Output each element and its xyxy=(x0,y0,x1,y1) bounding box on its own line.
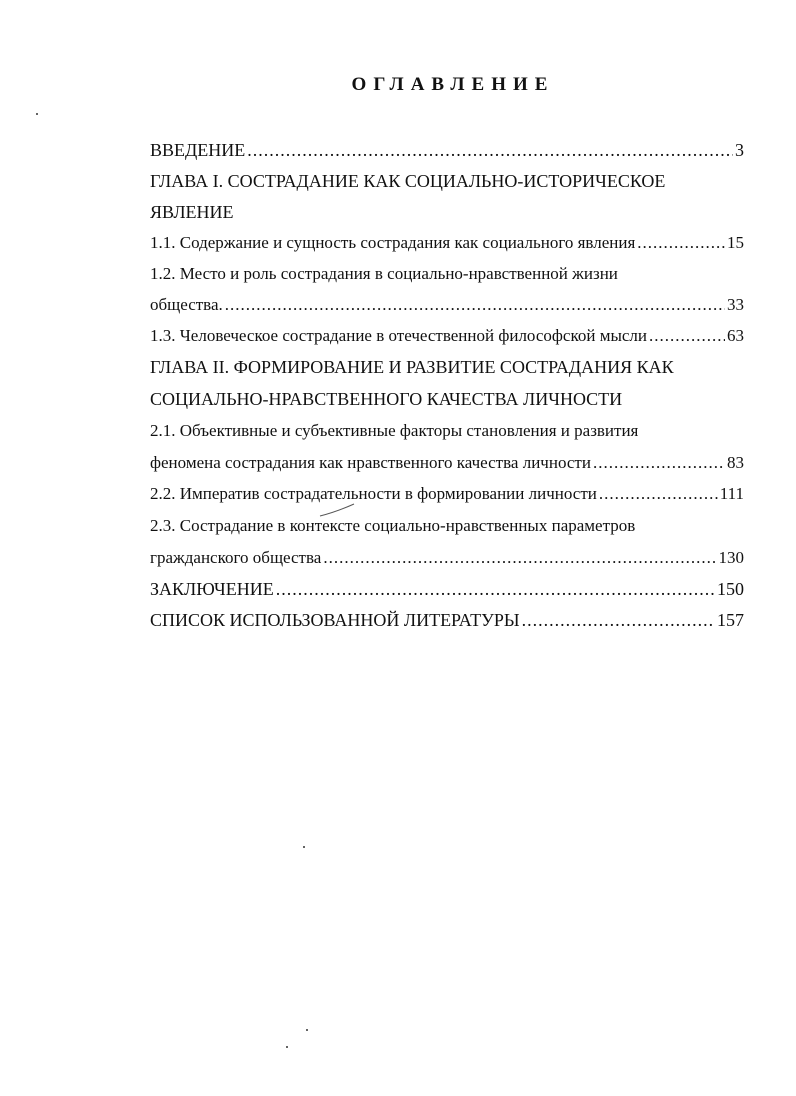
toc-page-number: 15 xyxy=(727,233,744,252)
toc-entry-label: 2.2. Императив сострадательности в формировании личности xyxy=(150,484,597,503)
scan-speck xyxy=(306,1029,308,1031)
dot-leader xyxy=(247,140,733,161)
scan-speck xyxy=(303,846,305,848)
toc-entry-label: 1.3. Человеческое сострадание в отечественной философской мысли xyxy=(150,326,648,345)
toc-entry-label: ЗАКЛЮЧЕНИЕ xyxy=(150,579,274,599)
dot-leader xyxy=(522,610,715,631)
toc-entry-label: 1.1. Содержание и сущность сострадания как социального явления xyxy=(150,233,636,252)
toc-entry-conclusion xyxy=(150,579,744,605)
scan-speck xyxy=(286,1046,288,1048)
toc-page-number: 130 xyxy=(718,548,744,567)
toc-entry-introduction xyxy=(150,140,744,166)
toc-entry-label: гражданского общества xyxy=(150,548,322,567)
toc-entry-references xyxy=(150,610,744,636)
toc-chapter-1-line-2 xyxy=(150,202,744,228)
scan-speck xyxy=(36,113,38,115)
toc-entry-2-3-line-1 xyxy=(150,516,744,542)
dot-leader xyxy=(225,295,725,315)
dot-leader xyxy=(649,326,725,346)
pen-mark xyxy=(318,500,358,520)
toc-entry-label: СПИСОК ИСПОЛЬЗОВАННОЙ ЛИТЕРАТУРЫ xyxy=(150,610,520,630)
toc-page-number: 33 xyxy=(727,295,744,314)
chapter-heading: ГЛАВА II. ФОРМИРОВАНИЕ И РАЗВИТИЕ СОСТРАДАНИЯ КАК xyxy=(150,357,674,377)
chapter-heading: СОЦИАЛЬНО-НРАВСТВЕННОГО КАЧЕСТВА ЛИЧНОСТИ xyxy=(150,389,623,409)
toc-page-number: 3 xyxy=(735,140,744,160)
toc-chapter-1-line-1 xyxy=(150,171,744,197)
toc-page-number: 150 xyxy=(717,579,744,599)
dot-leader xyxy=(637,233,725,253)
toc-entry-2-1-line-2 xyxy=(150,453,744,479)
chapter-heading: ЯВЛЕНИЕ xyxy=(150,202,234,222)
toc-entry-label: ВВЕДЕНИЕ xyxy=(150,140,246,160)
toc-entry-2-3-line-2 xyxy=(150,548,744,574)
dot-leader xyxy=(276,579,715,600)
toc-page-number: 63 xyxy=(727,326,744,345)
dot-leader xyxy=(323,548,716,568)
toc-entry-1-2-line-2 xyxy=(150,295,744,321)
toc-page-number: 157 xyxy=(717,610,744,630)
toc-page-number: 83 xyxy=(727,453,744,472)
toc-entry-1-3 xyxy=(150,326,744,352)
toc-entry-label: 2.1. Объективные и субъективные факторы становления и развития xyxy=(150,421,639,440)
dot-leader xyxy=(599,484,718,504)
toc-entry-2-1-line-1 xyxy=(150,421,744,447)
toc-chapter-2-line-2 xyxy=(150,389,744,415)
toc-entry-label: общества. xyxy=(150,295,223,314)
toc-entry-label: 1.2. Место и роль сострадания в социально-нравственной жизни xyxy=(150,264,618,283)
toc-entry-label: феномена сострадания как нравственного качества личности xyxy=(150,453,591,472)
dot-leader xyxy=(593,453,725,473)
chapter-heading: ГЛАВА I. СОСТРАДАНИЕ КАК СОЦИАЛЬНО-ИСТОРИЧЕСКОЕ xyxy=(150,171,666,191)
page-title: ОГЛАВЛЕНИЕ xyxy=(351,74,555,95)
toc-chapter-2-line-1 xyxy=(150,357,744,383)
toc-entry-1-2-line-1 xyxy=(150,264,744,290)
toc-entry-1-1 xyxy=(150,233,744,259)
toc-entry-label: 2.3. Сострадание в контексте социально-нравственных параметров xyxy=(150,516,636,535)
toc-page-number: 111 xyxy=(719,484,744,503)
toc-entry-2-2 xyxy=(150,484,744,510)
